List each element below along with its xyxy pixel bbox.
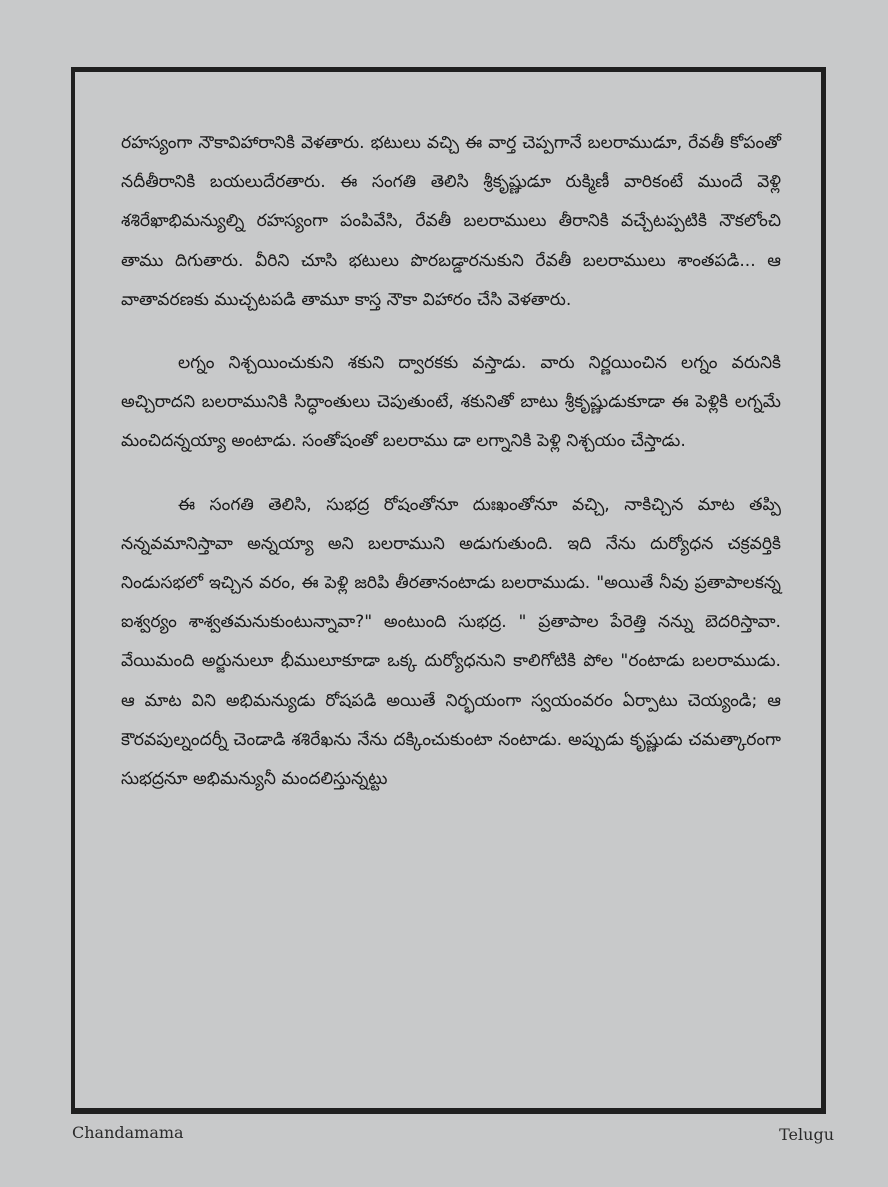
paragraph-3: ఈ సంగతి తెలిసి, సుభద్ర రోషంతోనూ దుఃఖంతోనూ వచ్చి, నాకిచ్చిన మాట తప్పి నన్నవమానిస్తావా అన్నయ్యా అని బలరాముని అడుగుతుంది. ఇది నేను దుర్యోధన చక్రవర్తికి నిండుసభలో ఇచ్చిన వరం, ఈ పెళ్లి జరిపి తీరతానంటాడు బలరాముడు. "అయితే నీవు ప్రతాపాలకన్న ఐశ్వర్యం శాశ్వతమనుకుంటున్నావా?" అంటుంది సుభద్ర. " ప్రతాపాల పేరెత్తి నన్ను బెదరిస్తావా. వేయిమంది అర్జునులూ భీములూకూడా ఒక్క దుర్యోధనుని కాలిగోటికి పోల "రంటాడు బలరాముడు. ఆ మాట విని అభిమన్యుడు రోషపడి అయితే నిర్భయంగా స్వయంవరం ఏర్పాటు చెయ్యండి; ఆ కౌరవపుల్నందర్నీ చెండాడి శశిరేఖను నేను దక్కించుకుంటా నంటాడు. అప్పుడు కృష్ణుడు చమత్కారంగా సుభద్రనూ అభిమన్యునీ మందలిస్తున్నట్టు: [121, 494, 781, 790]
body-text: [121, 124, 781, 799]
paragraph-2: లగ్నం నిశ్చయించుకుని శకుని ద్వారకకు వస్తాడు. వారు నిర్ణయించిన లగ్నం వరునికి అచ్చిరాదని బలరామునికి సిద్ధాంతులు చెపుతుంటే, శకునితో బాటు శ్రీకృష్ణుడుకూడా ఈ పెళ్లికి లగ్నమే మంచిదన్నయ్యా అంటాడు. సంతోషంతో బలరాము డా లగ్నానికి పెళ్లి నిశ్చయం చేస్తాడు.: [121, 353, 781, 452]
footer-publication: Chandamama: [72, 1123, 184, 1142]
footer-language: Telugu: [779, 1125, 834, 1144]
paragraph-1: రహస్యంగా నౌకావిహారానికి వెళతారు. భటులు వచ్చి ఈ వార్త చెప్పగానే బలరాముడూ, రేవతీ కోపంతో నదీతీరానికి బయలుదేరతారు. ఈ సంగతి తెలిసి శ్రీకృష్ణుడూ రుక్మిణీ వారికంటే ముందే వెళ్లి శశిరేఖాభిమన్యుల్ని రహస్యంగా పంపివేసి, రేవతీ బలరాములు తీరానికి వచ్చేటప్పటికి నౌకలోంచి తాము దిగుతారు. వీరిని చూసి భటులు పొరబడ్డారనుకుని రేవతీ బలరాములు శాంతపడి... ఆ వాతావరణకు ముచ్చటపడి తామూ కాస్త నౌకా విహారం చేసి వెళతారు.: [121, 133, 781, 310]
page-border-frame: [71, 67, 826, 1114]
